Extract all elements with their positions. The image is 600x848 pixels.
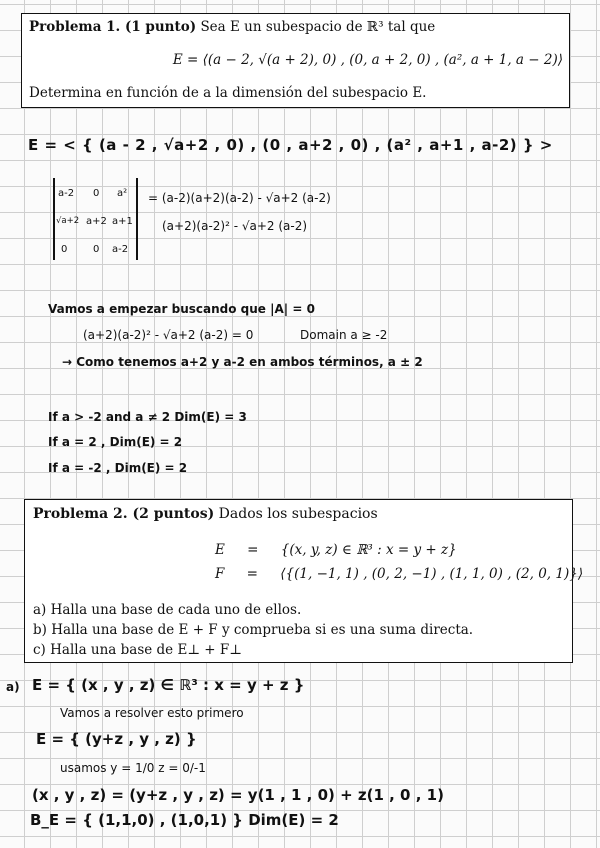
matrix-cell-r1c2: 0 (93, 188, 100, 199)
problem2-item-b: b) Halla una base de E + F y comprueba si es una suma directa. (33, 622, 474, 638)
matrix-cell-r3c2: 0 (93, 244, 100, 255)
matrix-cell-r3c3: a-2 (112, 244, 129, 255)
problem2-item-c: c) Halla una base de E⊥ + F⊥ (33, 642, 242, 658)
problem2-heading: Problema 2. (2 puntos) (33, 506, 215, 522)
matrix-cell-r1c3: a² (117, 188, 128, 199)
solution2-line-3: E = { (y+z , y , z) } (36, 730, 197, 748)
problem1-task: Determina en función de a la dimensión del subespacio E. (29, 85, 427, 101)
problem2-eq-E-lhs: E (215, 542, 225, 558)
matrix-left-bar (53, 178, 55, 260)
problem1-intro: Sea E un subespacio de ℝ³ tal que (200, 19, 436, 35)
solution1-arrow-note: → Como tenemos a+2 y a-2 en ambos términos, a ± 2 (62, 355, 423, 369)
determinant-line-1: = (a-2)(a+2)(a-2) - √a+2 (a-2) (148, 191, 331, 205)
matrix-cell-r2c1: √a+2 (56, 216, 80, 226)
solution1-domain: Domain a ≥ -2 (300, 328, 388, 342)
problem1-heading: Problema 1. (1 punto) (29, 19, 197, 35)
matrix-right-bar (136, 178, 138, 260)
problem2-eq-E (215, 542, 457, 558)
solution1-case-3: If a = -2 , Dim(E) = 2 (48, 461, 188, 475)
solution2-line-6: B_E = { (1,1,0) , (1,0,1) } Dim(E) = 2 (30, 811, 339, 829)
determinant-line-2: (a+2)(a-2)² - √a+2 (a-2) (162, 219, 308, 233)
solution1-set-line: E = < { (a - 2 , √a+2 , 0) , (0 , a+2 , 0) , (a² , a+1 , a-2) } > (28, 136, 553, 154)
matrix-cell-r1c1: a-2 (58, 188, 75, 199)
problem2-eq-E-sign: = (247, 542, 259, 558)
problem2-intro: Dados los subespacios (218, 506, 378, 522)
problem2-eq-F-rhs: ⟨{(1, −1, 1) , (0, 2, −1) , (1, 1, 0) , (2, 0, 1)}⟩ (280, 566, 584, 582)
problem1-box (21, 13, 570, 108)
problem2-eq-F-lhs: F (215, 566, 225, 582)
problem1-equation: E = ⟨(a − 2, √(a + 2), 0) , (0, a + 2, 0) , (a², a + 1, a − 2)⟩ (172, 52, 563, 68)
problem2-box (24, 499, 584, 663)
problem2-item-a: a) Halla una base de cada uno de ellos. (33, 602, 302, 618)
problem2-eq-E-rhs: {(x, y, z) ∈ ℝ³ : x = y + z} (280, 542, 457, 558)
solution2-line-5: (x , y , z) = (y+z , y , z) = y(1 , 1 , 0) + z(1 , 0 , 1) (32, 786, 444, 804)
solution1-eq-zero: (a+2)(a-2)² - √a+2 (a-2) = 0 (83, 328, 254, 342)
solution2-line-1: E = { (x , y , z) ∈ ℝ³ : x = y + z } (32, 676, 305, 694)
matrix-cell-r2c3: a+1 (112, 216, 133, 227)
problem2-eq-F (215, 566, 583, 582)
solution1-start: Vamos a empezar buscando que |A| = 0 (48, 302, 315, 316)
matrix-cell-r2c2: a+2 (86, 216, 107, 227)
solution2-line-4: usamos y = 1/0 z = 0/-1 (60, 761, 206, 775)
matrix-cell-r3c1: 0 (61, 244, 68, 255)
problem1-statement (29, 19, 435, 35)
problem2-eq-F-sign: = (246, 566, 258, 582)
solution2-line-2: Vamos a resolver esto primero (60, 706, 244, 720)
problem2-statement (33, 506, 378, 522)
solution2-label: a) (6, 680, 20, 694)
solution1-case-1: If a > -2 and a ≠ 2 Dim(E) = 3 (48, 410, 247, 424)
solution1-case-2: If a = 2 , Dim(E) = 2 (48, 435, 183, 449)
